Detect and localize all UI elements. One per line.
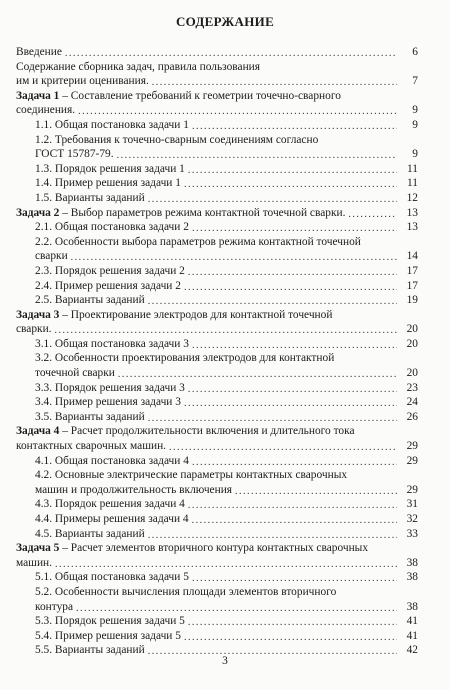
toc-entry: [16, 527, 418, 542]
dot-leader: [188, 383, 397, 395]
toc-entry: [16, 264, 418, 279]
page-number: 3: [222, 655, 228, 667]
toc-line: [16, 614, 418, 629]
toc-entry: [16, 133, 418, 162]
toc-entry-text: контура: [35, 600, 74, 613]
page-title: СОДЕРЖАНИЕ: [175, 14, 275, 29]
toc-entry-text: контактных сварочных машин.: [16, 440, 167, 453]
toc-line: [16, 424, 418, 439]
toc-line: [16, 220, 418, 235]
toc-line: [16, 89, 418, 104]
toc-line: [16, 556, 418, 571]
toc-line: [16, 147, 418, 162]
toc-entry: [16, 206, 418, 221]
toc-entry: [16, 162, 418, 177]
toc-entry: [16, 351, 418, 380]
toc-page-number: 7: [412, 75, 418, 88]
task-label: Задача 1: [16, 89, 60, 102]
toc-line: [16, 600, 418, 615]
toc-line: [16, 235, 418, 250]
dot-leader: [188, 267, 397, 279]
toc-page-number: 19: [406, 294, 418, 307]
toc-page-number: 29: [406, 454, 418, 467]
toc-line: [16, 103, 418, 118]
toc-page-number: 17: [406, 264, 418, 277]
toc-page-number: 42: [406, 644, 418, 657]
toc-page-number: 38: [406, 571, 418, 584]
dot-leader: [78, 106, 397, 118]
toc-entry-text: 4.3. Порядок решения задачи 4: [35, 498, 185, 511]
task-label: Задача 2: [16, 206, 60, 219]
toc-line: [16, 206, 418, 221]
toc-line: [16, 629, 418, 644]
toc-entry-text: 2.2. Особенности выбора параметров режима контактной точечной: [35, 235, 361, 248]
dot-leader: [188, 500, 397, 512]
toc-entry-text: 1.2. Требования к точечно-сварным соединениям согласно: [35, 133, 319, 146]
toc-entry: [16, 279, 418, 294]
toc-entry: [16, 497, 418, 512]
dot-leader: [148, 412, 397, 424]
toc-page-number: 9: [412, 148, 418, 161]
toc-entry-text: Содержание сборника задач, правила пользования: [16, 60, 261, 73]
toc-entry-text: ГОСТ 15787-79.: [35, 148, 114, 161]
toc-entry-text: соединения.: [16, 104, 76, 117]
toc-entry-text: 1.4. Пример решения задачи 1: [35, 177, 181, 190]
toc-entry-text: – Проектирование электродов для контактной точечной: [59, 308, 333, 321]
toc-line: [16, 249, 418, 264]
toc-entry: [16, 541, 418, 570]
dot-leader: [55, 325, 397, 337]
toc-page-number: 11: [407, 162, 418, 175]
toc-line: [16, 308, 418, 323]
toc-line: [16, 541, 418, 556]
toc-entry: [16, 89, 418, 118]
dot-leader: [192, 573, 397, 585]
toc-entry: [16, 410, 418, 425]
toc-entry-text: 3.1. Общая постановка задачи 3: [35, 337, 189, 350]
toc-page-number: 24: [406, 396, 418, 409]
toc-entry-text: 5.4. Пример решения задачи 5: [35, 629, 181, 642]
toc-entry-text: 5.1. Общая постановка задачи 5: [35, 571, 189, 584]
toc-page-number: 6: [412, 46, 418, 58]
toc-entry: [16, 512, 418, 527]
toc-page-number: 29: [406, 440, 418, 453]
toc-entry: [16, 454, 418, 469]
toc-entry-text: Введение: [16, 46, 62, 58]
toc-entry: [16, 395, 418, 410]
toc-entry-text: – Расчет элементов вторичного контура контактных сварочных: [59, 542, 369, 555]
dot-leader: [184, 281, 397, 293]
toc-line: [16, 279, 418, 294]
toc-entry-text: 5.5. Варианты заданий: [35, 644, 145, 657]
toc-line: [16, 468, 418, 483]
dot-leader: [152, 77, 397, 89]
toc-line: [16, 381, 418, 396]
toc-entry: [16, 176, 418, 191]
toc-page-number: 17: [406, 279, 418, 292]
toc-entry-text: 4.1. Общая постановка задачи 4: [35, 454, 189, 467]
toc-entry-text: 3.3. Порядок решения задачи 3: [35, 381, 185, 394]
toc-entry-text: 1.3. Порядок решения задачи 1: [35, 162, 185, 175]
dot-leader: [76, 602, 397, 614]
toc-line: [16, 351, 418, 366]
task-label: Задача 5: [16, 542, 60, 555]
toc-entry-text: 2.3. Порядок решения задачи 2: [35, 264, 185, 277]
toc-page-number: 20: [406, 367, 418, 380]
toc-line: [16, 483, 418, 498]
toc-line: [16, 366, 418, 381]
toc-page-number: 41: [406, 629, 418, 642]
toc-entry: [16, 468, 418, 497]
toc-page-number: 23: [406, 381, 418, 394]
toc-line: [16, 293, 418, 308]
dot-leader: [65, 48, 397, 60]
toc-entry: [16, 235, 418, 264]
dot-leader: [184, 179, 397, 191]
toc-line: [16, 45, 418, 60]
toc-entry: [16, 424, 418, 453]
dot-leader: [148, 194, 397, 206]
toc-entry: [16, 191, 418, 206]
toc-page-number: 9: [412, 118, 418, 131]
toc-entry: [16, 629, 418, 644]
toc-entry-text: 3.4. Пример решения задачи 3: [35, 396, 181, 409]
toc-line: [16, 162, 418, 177]
dot-leader: [184, 398, 397, 410]
toc-line: [16, 497, 418, 512]
task-label: Задача 4: [16, 425, 60, 438]
toc-page-number: 33: [406, 527, 418, 540]
toc-entry-text: 2.4. Пример решения задачи 2: [35, 279, 181, 292]
dot-leader: [55, 558, 397, 570]
toc-entry-text: сварки: [35, 250, 68, 263]
toc-entry-text: им и критерии оценивания.: [16, 75, 149, 88]
toc-entry: [16, 308, 418, 337]
toc-page-number: 13: [406, 206, 418, 219]
toc-entry: [16, 337, 418, 352]
toc-entry-text: 2.1. Общая постановка задачи 2: [35, 221, 189, 234]
toc-line: [16, 585, 418, 600]
toc-page-number: 29: [406, 483, 418, 496]
toc-line: [16, 439, 418, 454]
toc-entry: [16, 220, 418, 235]
toc-line: [16, 410, 418, 425]
dot-leader: [188, 164, 397, 176]
toc-entry-text: 3.5. Варианты заданий: [35, 410, 145, 423]
dot-leader: [192, 339, 397, 351]
toc-entry-text: 4.4. Примеры решения задачи 4: [35, 513, 189, 525]
task-label: Задача 3: [16, 308, 60, 321]
toc-page-number: 11: [407, 177, 418, 190]
toc-page-number: 38: [406, 556, 418, 569]
toc-page-number: 14: [406, 250, 418, 263]
toc-line: [16, 454, 418, 469]
dot-leader: [192, 456, 397, 468]
toc-entry: [16, 118, 418, 133]
toc-line: [16, 60, 418, 75]
toc-page-number: 26: [406, 410, 418, 423]
dot-leader: [192, 121, 397, 133]
dot-leader: [148, 529, 397, 541]
toc-line: [16, 512, 418, 527]
toc-line: [16, 264, 418, 279]
toc-entry-text: 3.2. Особенности проектирования электродов для контактной: [35, 352, 335, 365]
table-of-contents: [16, 45, 418, 658]
dot-leader: [348, 208, 397, 220]
toc-line: [16, 74, 418, 89]
dot-leader: [192, 515, 397, 527]
toc-entry: [16, 60, 418, 89]
toc-entry: [16, 570, 418, 585]
toc-entry-text: – Выбор параметров режима контактной точечной сварки.: [59, 206, 346, 219]
toc-entry-text: машин.: [16, 556, 52, 569]
dot-leader: [235, 485, 397, 497]
toc-page-number: 32: [406, 513, 418, 525]
toc-page-number: 20: [406, 323, 418, 336]
toc-page-number: 20: [406, 337, 418, 350]
dot-leader: [118, 369, 397, 381]
toc-entry: [16, 585, 418, 614]
toc-line: [16, 570, 418, 585]
dot-leader: [117, 150, 397, 162]
toc-line: [16, 527, 418, 542]
toc-entry-text: 1.1. Общая постановка задачи 1: [35, 118, 189, 131]
toc-page-number: 12: [406, 191, 418, 204]
dot-leader: [169, 442, 397, 454]
toc-page-number: 41: [406, 615, 418, 628]
dot-leader: [71, 252, 397, 264]
toc-entry: [16, 381, 418, 396]
toc-entry-text: сварки.: [16, 323, 52, 336]
toc-entry-text: 5.3. Порядок решения задачи 5: [35, 615, 185, 628]
dot-leader: [188, 617, 397, 629]
toc-entry-text: 4.5. Варианты заданий: [35, 527, 145, 540]
toc-line: [16, 191, 418, 206]
toc-page-number: 38: [406, 600, 418, 613]
toc-line: [16, 322, 418, 337]
dot-leader: [148, 296, 397, 308]
toc-entry-text: 2.5. Варианты заданий: [35, 294, 145, 307]
toc-entry: [16, 45, 418, 60]
toc-line: [16, 176, 418, 191]
toc-entry: [16, 614, 418, 629]
toc-line: [16, 337, 418, 352]
dot-leader: [184, 631, 397, 643]
toc-entry-text: машин и продолжительность включения: [35, 483, 233, 496]
toc-page-number: 13: [406, 221, 418, 234]
toc-entry-text: 1.5. Варианты заданий: [35, 191, 145, 204]
toc-page-number: 9: [412, 104, 418, 117]
toc-entry-text: точечной сварки: [35, 367, 115, 380]
toc-line: [16, 118, 418, 133]
toc-line: [16, 395, 418, 410]
toc-page-number: 31: [406, 498, 418, 511]
toc-entry-text: – Расчет продолжительности включения и длительного тока: [59, 425, 355, 438]
toc-entry-text: 5.2. Особенности вычисления площади элементов вторичного: [35, 585, 337, 598]
toc-entry-text: – Составление требований к геометрии точечно-сварного: [59, 89, 341, 102]
toc-entry-text: 4.2. Основные электрические параметры контактных сварочных: [35, 469, 348, 482]
dot-leader: [192, 223, 397, 235]
toc-line: [16, 133, 418, 148]
toc-entry: [16, 293, 418, 308]
